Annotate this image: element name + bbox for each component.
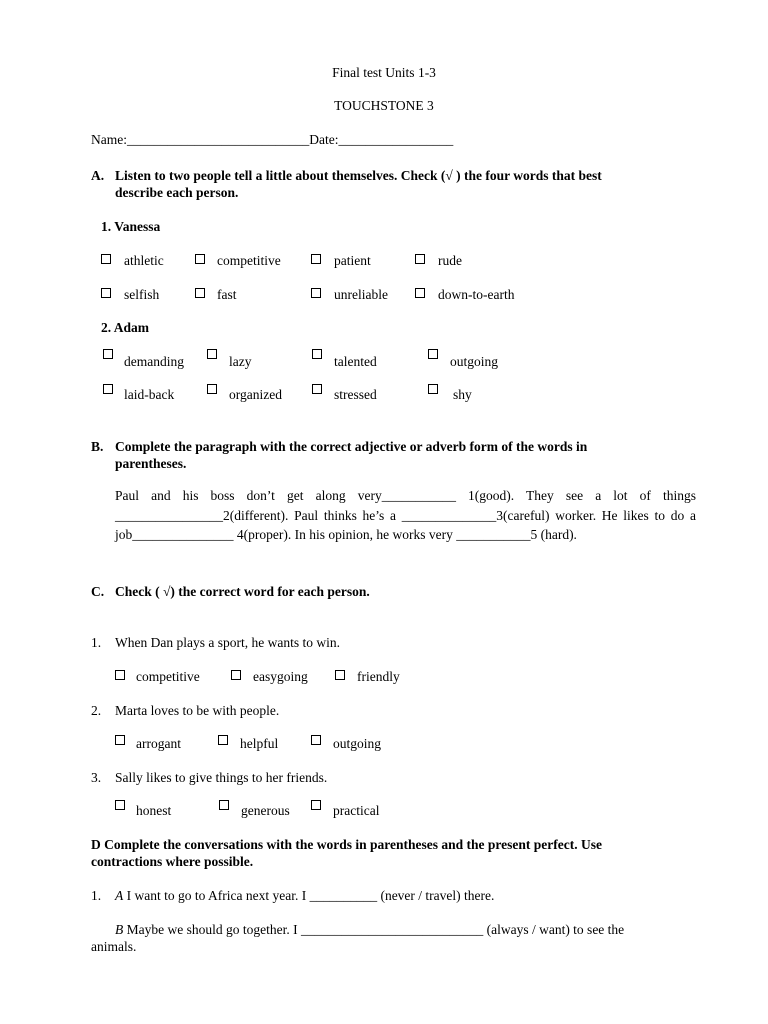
checkbox-icon[interactable] [311, 254, 321, 264]
option-label: outgoing [450, 354, 499, 369]
option-label: organized [229, 387, 282, 402]
checkbox-icon[interactable] [311, 735, 321, 745]
question-number: 3. [91, 770, 102, 785]
section-a-instruction-cont: describe each person. [115, 185, 239, 200]
option-label: honest [136, 803, 172, 818]
option-label: athletic [124, 253, 164, 268]
line-b-text: Maybe we should go together. I ___________________________ (always / want) to see the [123, 922, 625, 937]
question-number: 1. [91, 635, 102, 650]
section-a-letter: A. [91, 168, 105, 183]
section-d-instruction: D Complete the conversations with the words in parentheses and the present perfect. Use [91, 837, 602, 852]
question-number: 2. [91, 703, 102, 718]
person-adam-label: 2. Adam [101, 320, 150, 335]
option-label: outgoing [333, 736, 382, 751]
conversation-number: 1. [91, 888, 102, 903]
option-label: patient [334, 253, 371, 268]
option-label: fast [217, 287, 237, 302]
section-c-instruction: Check ( √) the correct word for each person. [115, 584, 370, 599]
checkbox-icon[interactable] [415, 254, 425, 264]
option-label: selfish [124, 287, 160, 302]
checkbox-icon[interactable] [115, 735, 125, 745]
option-label: easygoing [253, 669, 308, 684]
question-text: Marta loves to be with people. [115, 703, 280, 718]
test-title: Final test Units 1-3 [332, 65, 436, 80]
checkbox-icon[interactable] [115, 800, 125, 810]
option-label: practical [333, 803, 380, 818]
option-label: demanding [124, 354, 184, 369]
option-label: talented [334, 354, 377, 369]
checkbox-icon[interactable] [428, 349, 438, 359]
question-text: Sally likes to give things to her friends. [115, 770, 328, 785]
option-label: lazy [229, 354, 252, 369]
option-label: competitive [217, 253, 281, 268]
conversation-line-b-cont: animals. [91, 939, 137, 954]
option-label: down-to-earth [438, 287, 515, 302]
checkbox-icon[interactable] [195, 254, 205, 264]
fill-in-paragraph: Paul and his boss don’t get along very___________ 1(good). They see a lot of things ________________2(different). Paul thinks he’s a ______________3(careful) worker. He likes to do a job_______________ 4(proper). In his opinion, he works very ___________5 (hard). [115, 488, 696, 542]
checkbox-icon[interactable] [311, 288, 321, 298]
section-b-letter: B. [91, 439, 104, 454]
name-date-line: Name:___________________________Date:_________________ [91, 132, 454, 147]
person-vanessa-label: 1. Vanessa [101, 219, 161, 234]
section-a-instruction: Listen to two people tell a little about themselves. Check (√ ) the four words that best [115, 168, 602, 183]
option-label: friendly [357, 669, 400, 684]
checkbox-icon[interactable] [101, 254, 111, 264]
option-label: unreliable [334, 287, 388, 302]
checkbox-icon[interactable] [311, 800, 321, 810]
speaker-a: A [115, 888, 124, 903]
book-title: TOUCHSTONE 3 [334, 98, 434, 113]
checkbox-icon[interactable] [195, 288, 205, 298]
checkbox-icon[interactable] [207, 384, 217, 394]
line-a-text: I want to go to Africa next year. I __________ (never / travel) there. [123, 888, 495, 903]
option-label: laid-back [124, 387, 175, 402]
conversation-line-a [115, 887, 494, 905]
question-text: When Dan plays a sport, he wants to win. [115, 635, 340, 650]
section-c-letter: C. [91, 584, 105, 599]
checkbox-icon[interactable] [103, 384, 113, 394]
checkbox-icon[interactable] [115, 670, 125, 680]
section-b-instruction: Complete the paragraph with the correct adjective or adverb form of the words in [115, 439, 588, 454]
checkbox-icon[interactable] [207, 349, 217, 359]
option-label: rude [438, 253, 462, 268]
checkbox-icon[interactable] [428, 384, 438, 394]
checkbox-icon[interactable] [218, 735, 228, 745]
section-d-instruction-cont: contractions where possible. [91, 854, 254, 869]
checkbox-icon[interactable] [231, 670, 241, 680]
checkbox-icon[interactable] [219, 800, 229, 810]
checkbox-icon[interactable] [103, 349, 113, 359]
section-b-instruction-cont: parentheses. [115, 456, 187, 471]
checkbox-icon[interactable] [415, 288, 425, 298]
option-label: competitive [136, 669, 200, 684]
option-label: shy [453, 387, 472, 402]
checkbox-icon[interactable] [312, 384, 322, 394]
checkbox-icon[interactable] [335, 670, 345, 680]
checkbox-icon[interactable] [312, 349, 322, 359]
conversation-line-b [115, 921, 624, 939]
speaker-b: B [115, 922, 124, 937]
option-label: generous [241, 803, 290, 818]
checkbox-icon[interactable] [101, 288, 111, 298]
option-label: helpful [240, 736, 279, 751]
option-label: arrogant [136, 736, 181, 751]
option-label: stressed [334, 387, 377, 402]
